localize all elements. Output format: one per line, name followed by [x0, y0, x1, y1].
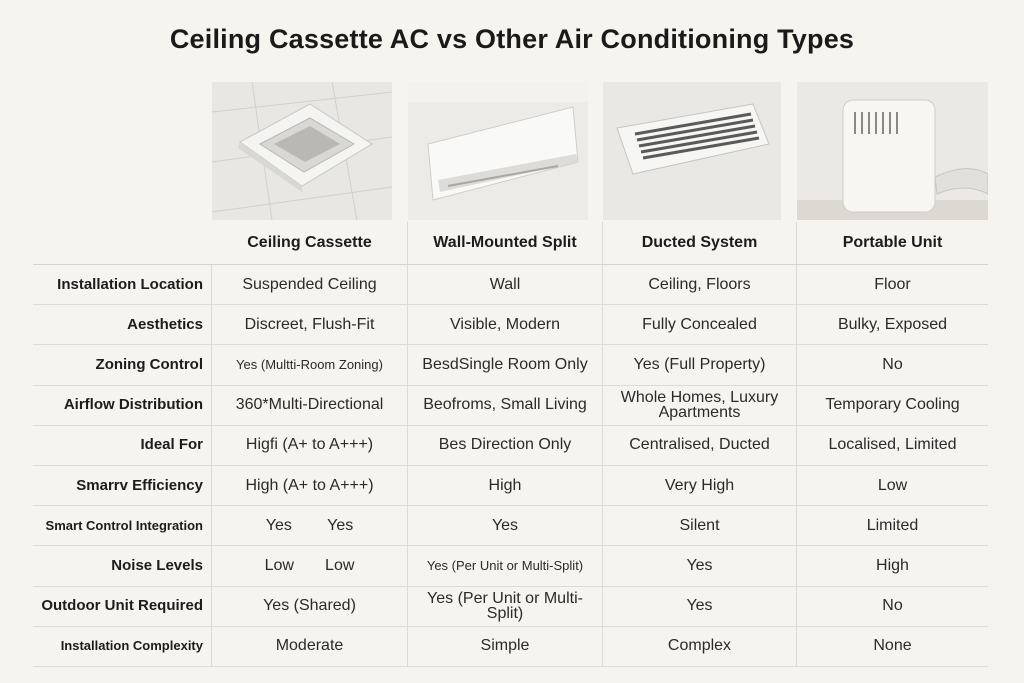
table-cell: Localised, Limited	[828, 436, 957, 454]
table-cell: Ceiling, Floors	[603, 265, 797, 304]
table-cell: Yes	[408, 506, 603, 545]
table-cell: No	[882, 355, 903, 373]
row-label: Installation Location	[33, 265, 212, 304]
page-title: Ceiling Cassette AC vs Other Air Conditioning Types	[169, 24, 855, 54]
table-row	[33, 546, 988, 586]
wall-mounted-split-photo	[408, 82, 588, 220]
table-cell: High	[408, 466, 603, 505]
table-cell: Wall	[408, 265, 603, 304]
portable-unit-photo	[797, 82, 988, 220]
table-row	[33, 265, 988, 305]
table-cell: Whole Homes, Luxury Apartments	[603, 386, 797, 425]
table-cell: High (A+ to A+++)	[212, 466, 408, 505]
table-cell: None	[873, 637, 912, 655]
table-cell: Yes (Per Unit or Multi-Split)	[408, 546, 603, 585]
table-cell: Silent	[603, 506, 797, 545]
column-header: Wall-Mounted Split	[408, 222, 603, 264]
table-cell: Yes (Shared)	[212, 587, 408, 626]
header-blank	[33, 222, 212, 264]
table-cell: Yes	[603, 546, 797, 585]
table-cell: Yes	[603, 587, 797, 626]
table-cell: Discreet, Flush-Fit	[212, 305, 408, 344]
table-cell: Floor	[874, 275, 911, 293]
row-label: Installation Complexity	[33, 627, 212, 666]
table-cell: Very High	[603, 466, 797, 505]
row-label: Outdoor Unit Required	[33, 587, 212, 626]
table-cell: Beofroms, Small Living	[408, 386, 603, 425]
table-cell: Yes (Multti-Room Zoning)	[212, 345, 408, 384]
table-row	[33, 386, 988, 426]
table-cell: 360*Multi-Directional	[212, 386, 408, 425]
table-row	[33, 426, 988, 466]
column-header: Ceiling Cassette	[212, 222, 408, 264]
table-row	[33, 587, 988, 627]
row-label: Ideal For	[33, 426, 212, 465]
table-row	[33, 627, 988, 667]
table-cell: High	[876, 556, 909, 574]
ceiling-cassette-photo	[212, 82, 392, 220]
table-cell: Low	[877, 476, 908, 494]
table-cell: Bulky, Exposed	[837, 315, 948, 333]
table-cell: Temporary Cooling	[825, 396, 960, 414]
table-cell: Limited	[866, 516, 919, 534]
table-row	[33, 305, 988, 345]
table-cell: Low Low	[212, 546, 408, 585]
ducted-vent-photo	[603, 82, 781, 220]
table-cell: Fully Concealed	[603, 305, 797, 344]
row-label: Zoning Control	[33, 345, 212, 384]
row-label: Noise Levels	[33, 546, 212, 585]
table-header-row	[33, 222, 988, 265]
column-header: Ducted System	[603, 222, 797, 264]
table-cell: Complex	[603, 627, 797, 666]
table-cell: Visible, Modern	[408, 305, 603, 344]
table-cell: Moderate	[212, 627, 408, 666]
column-header: Portable Unit	[842, 234, 943, 251]
table-row	[33, 466, 988, 506]
table-cell: Bes Direction Only	[408, 426, 603, 465]
table-row	[33, 345, 988, 385]
row-label: Smart Control Integration	[33, 506, 212, 545]
row-label: Smarrv Efficiency	[33, 466, 212, 505]
comparison-table	[33, 222, 988, 667]
table-cell: Simple	[408, 627, 603, 666]
row-label: Aesthetics	[33, 305, 212, 344]
table-cell: Centralised, Ducted	[603, 426, 797, 465]
row-label: Airflow Distribution	[33, 386, 212, 425]
table-cell: Suspended Ceiling	[212, 265, 408, 304]
table-cell: BesdSingle Room Only	[408, 345, 603, 384]
table-cell: Yes (Full Property)	[603, 345, 797, 384]
table-cell: Yes (Per Unit or Multi-Split)	[408, 587, 603, 626]
table-row	[33, 506, 988, 546]
table-cell: Yes Yes	[212, 506, 408, 545]
table-cell: Higfi (A+ to A+++)	[212, 426, 408, 465]
table-cell: No	[882, 597, 903, 615]
